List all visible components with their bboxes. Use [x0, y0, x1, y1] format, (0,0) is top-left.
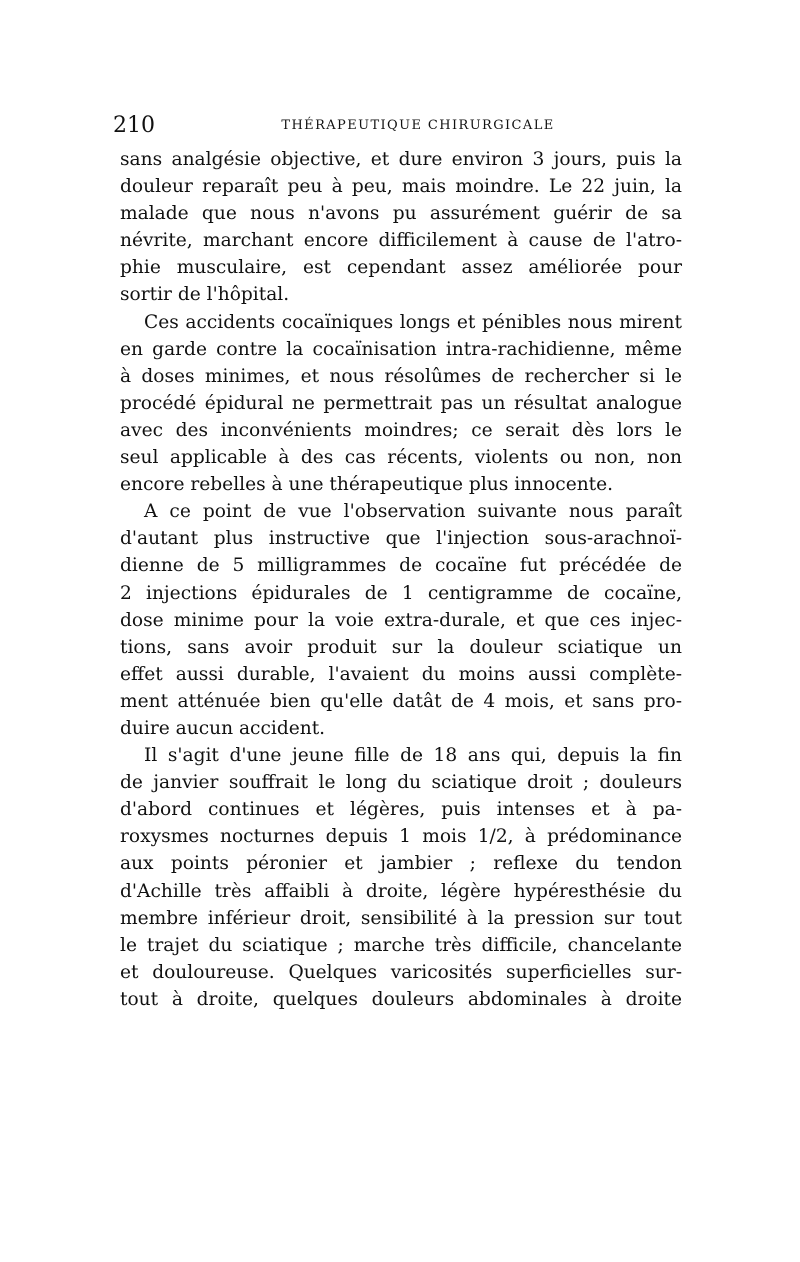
text-line: phie musculaire, est cependant assez améliorée pour — [120, 257, 682, 279]
text-line: effet aussi durable, l'avaient du moins aussi complète- — [120, 663, 682, 685]
text-line: en garde contre la cocaïnisation intra-rachidienne, même — [120, 338, 682, 360]
running-head: THÉRAPEUTIQUE CHIRURGICALE — [281, 118, 555, 133]
text-line: 2 injections épidurales de 1 centigramme de cocaïne, — [120, 582, 682, 604]
paragraph — [120, 742, 682, 1013]
text-line: sans analgésie objective, et dure environ 3 jours, puis la — [120, 149, 682, 170]
text-line: sortir de l'hôpital. — [120, 284, 290, 306]
body-text — [120, 146, 682, 1013]
paragraph — [120, 146, 682, 309]
text-line: membre inférieur droit, sensibilité à la pression sur tout — [120, 907, 682, 929]
text-line: tions, sans avoir produit sur la douleur sciatique un — [120, 636, 682, 658]
text-line: roxysmes nocturnes depuis 1 mois 1/2, à prédominance — [120, 826, 682, 848]
text-line: encore rebelles à une thérapeutique plus innocente. — [120, 474, 614, 496]
text-line: ment atténuée bien qu'elle datât de 4 mois, et sans pro- — [120, 690, 682, 712]
text-line: d'abord continues et légères, puis intenses et à pa- — [120, 799, 682, 821]
text-line: procédé épidural ne permettrait pas un résultat analogue — [120, 392, 682, 414]
text-line: de janvier souffrait le long du sciatique droit ; douleurs — [120, 772, 682, 794]
text-line: Ces accidents cocaïniques longs et pénibles nous mirent — [144, 311, 682, 333]
text-line: A ce point de vue l'observation suivante nous paraît — [144, 501, 682, 523]
text-line: dose minime pour la voie extra-durale, et que ces injec- — [120, 609, 682, 631]
text-line: d'Achille très affaibli à droite, légère hypéresthésie du — [120, 880, 682, 902]
text-line: à doses minimes, et nous résolûmes de rechercher si le — [120, 365, 682, 387]
page-header — [113, 112, 683, 140]
page-number: 210 — [113, 113, 155, 138]
text-line: Il s'agit d'une jeune fille de 18 ans qui, depuis la fin — [144, 745, 682, 767]
text-line: duire aucun accident. — [120, 717, 326, 739]
text-line: avec des inconvénients moindres; ce serait dès lors le — [120, 419, 682, 441]
text-line: le trajet du sciatique ; marche très difficile, chancelante — [120, 934, 682, 956]
paragraph — [120, 309, 682, 499]
paragraph — [120, 498, 682, 742]
text-line: seul applicable à des cas récents, violents ou non, non — [120, 447, 682, 469]
text-line: dienne de 5 milligrammes de cocaïne fut précédée de — [120, 555, 682, 577]
text-line: d'autant plus instructive que l'injection sous-arachnoï- — [120, 528, 682, 550]
text-line: aux points péronier et jambier ; reflexe du tendon — [120, 853, 682, 875]
text-line: douleur reparaît peu à peu, mais moindre. Le 22 juin, la — [120, 176, 682, 198]
text-line: malade que nous n'avons pu assurément guérir de sa — [120, 203, 682, 225]
text-line: névrite, marchant encore difficilement à cause de l'atro- — [120, 230, 682, 252]
text-line: et douloureuse. Quelques varicosités superficielles sur- — [120, 961, 682, 983]
text-line: tout à droite, quelques douleurs abdominales à droite — [120, 988, 682, 1010]
